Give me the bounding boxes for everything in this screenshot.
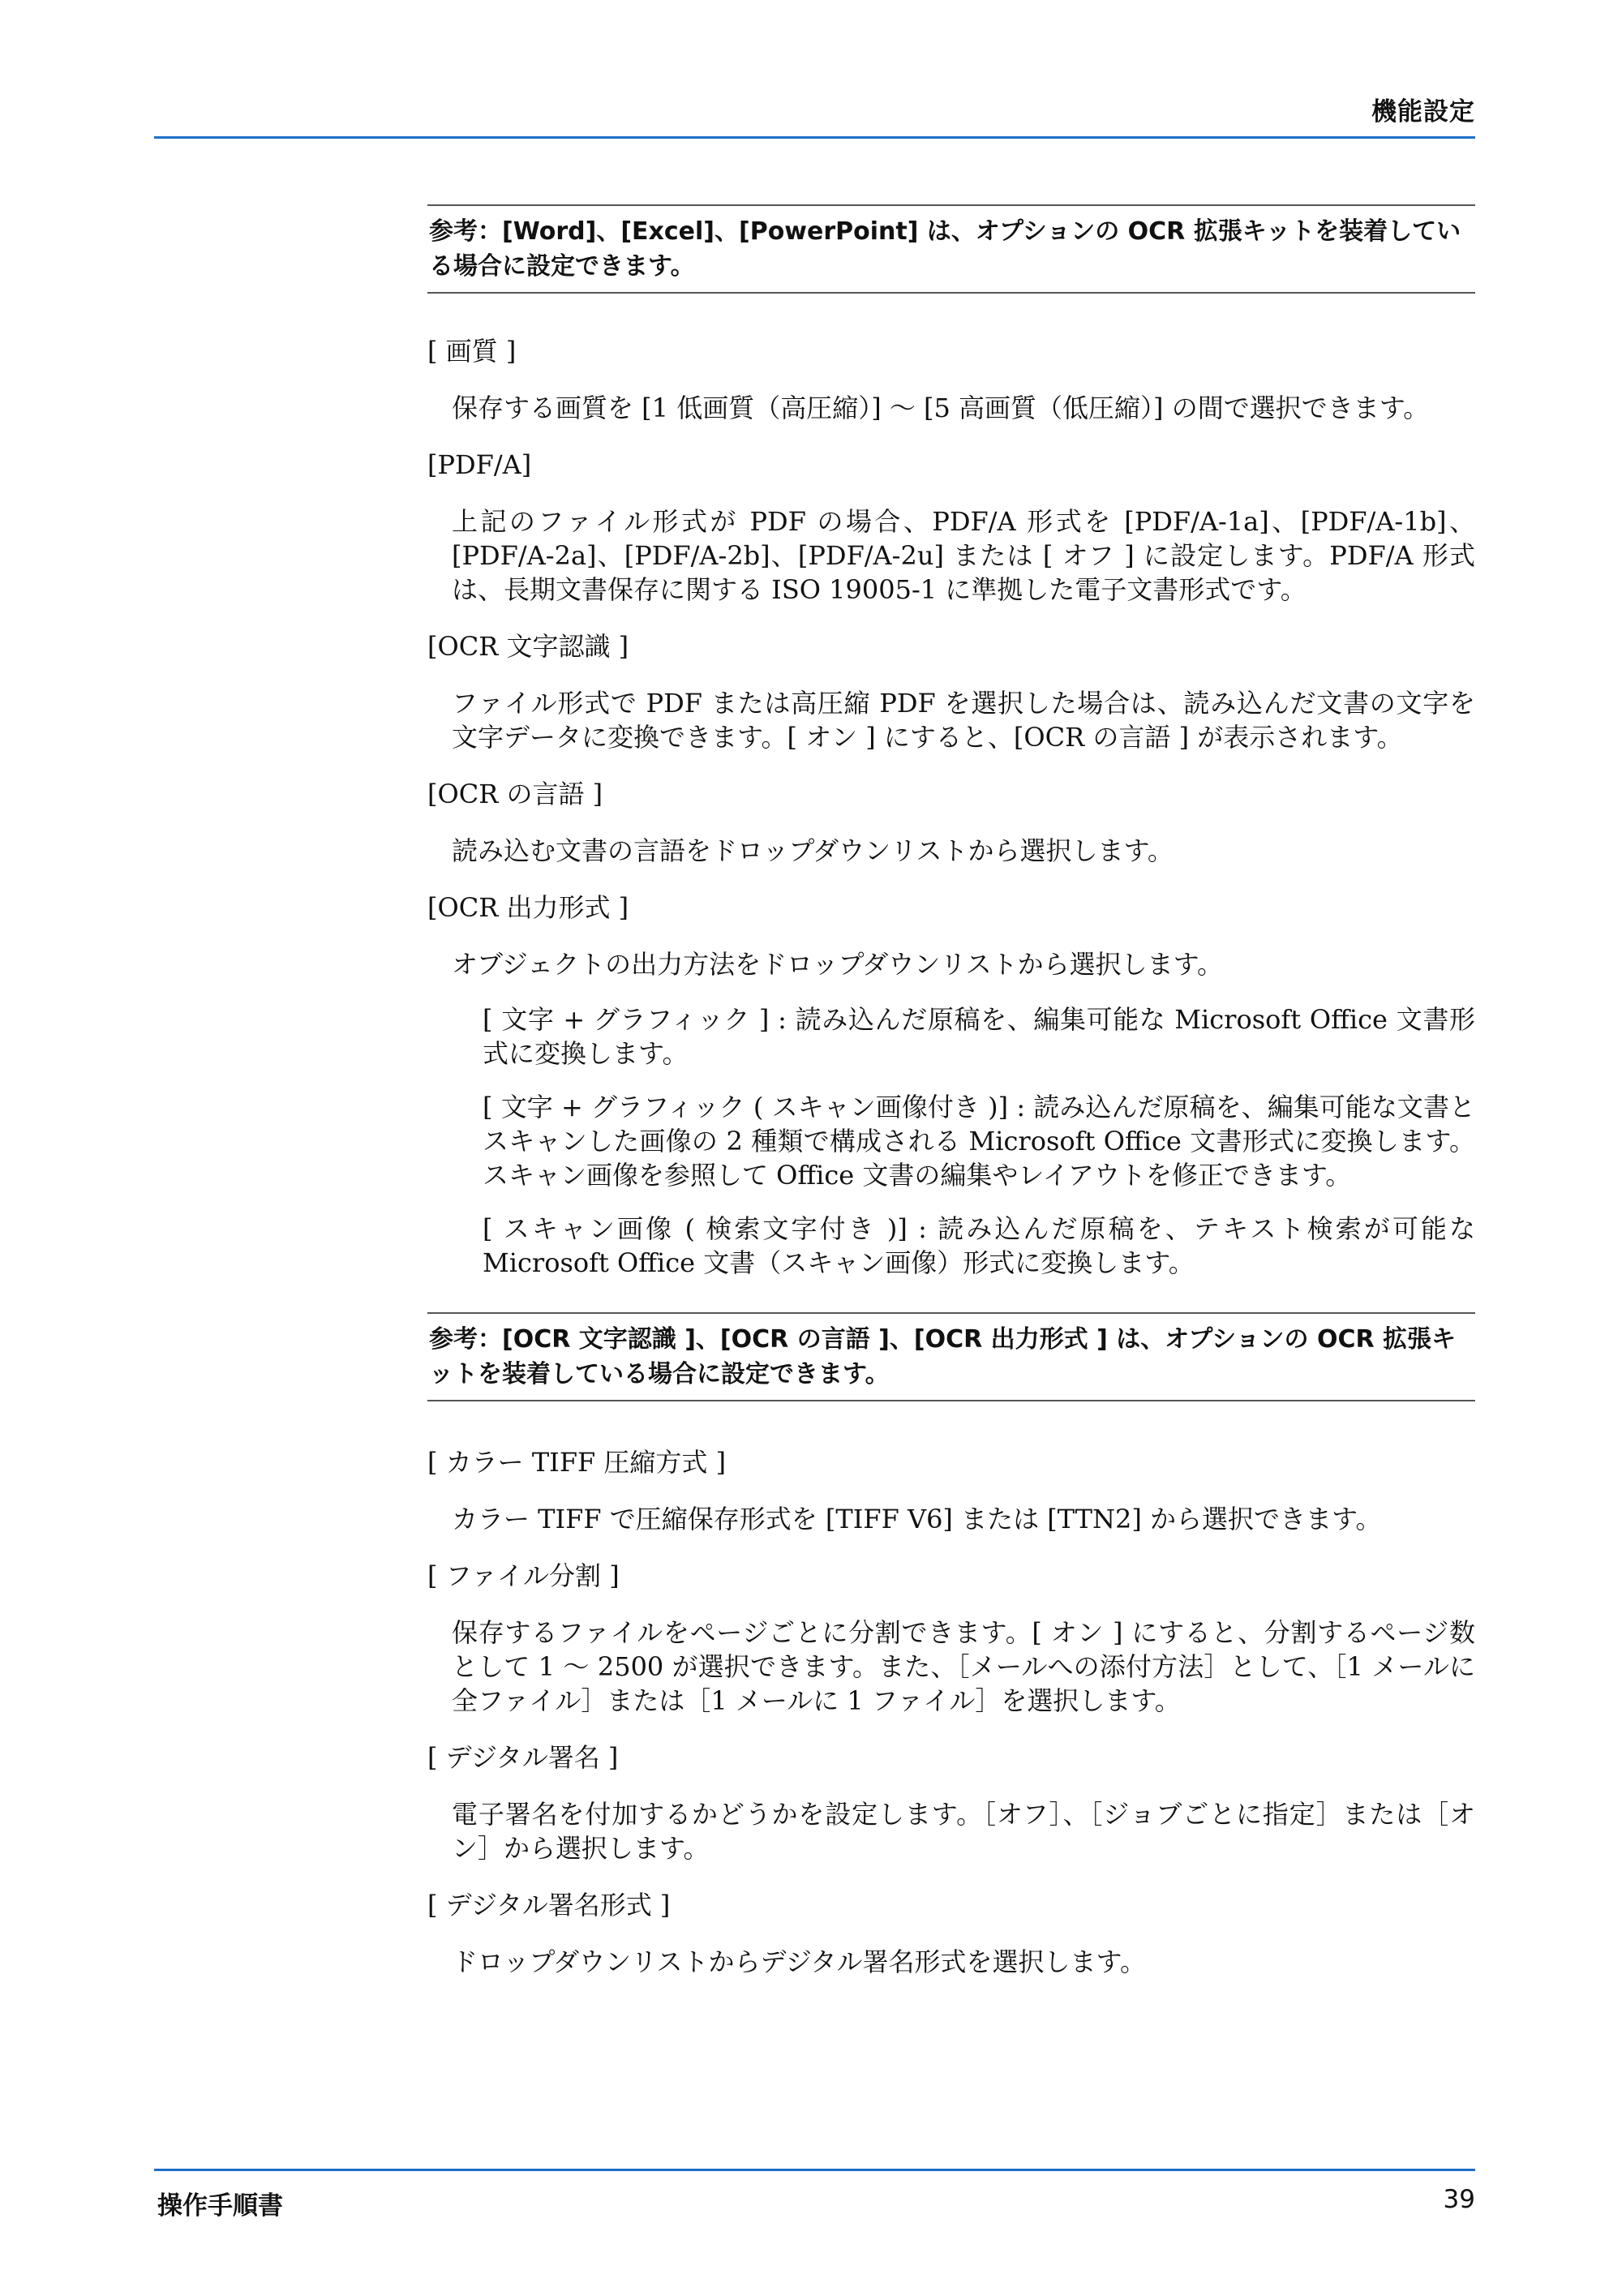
note-box-ocr-kit: 参考：[OCR 文字認識 ]、[OCR の言語 ]、[OCR 出力形式 ] は、オプションの OCR 拡張キットを装着している場合に設定できます。 <box>427 1312 1475 1401</box>
desc-color-tiff-compression: カラー TIFF で圧縮保存形式を [TIFF V6] または [TTN2] から選択できます。 <box>452 1504 1382 1534</box>
ocr-option-text-graphics-with-image: [ 文字 + グラフィック ( スキャン画像付き )] : 読み込んだ原稿を、編集可能な文書とスキャンした画像の 2 種類で構成される Microsoft Office 文書形式に変換します。スキャン画像を参照して Office 文書の編集やレイアウトを修正できます。 <box>483 1092 1475 1191</box>
footer-divider <box>154 2169 1475 2171</box>
term-image-quality: [ 画質 ] <box>427 336 517 367</box>
ocr-option-scan-image-searchable: [ スキャン画像 ( 検索文字付き )] : 読み込んだ原稿を、テキスト検索が可能な Microsoft Office 文書（スキャン画像）形式に変換します。 <box>483 1213 1475 1278</box>
desc-ocr-recognition: ファイル形式で PDF または高圧縮 PDF を選択した場合は、読み込んだ文書の文字を文字データに変換できます。[ オン ] にすると、[OCR の言語 ] が表示されます。 <box>452 688 1475 753</box>
header-divider <box>154 136 1475 139</box>
main-content <box>427 204 1475 2000</box>
page-header-title: 機能設定 <box>1371 97 1475 127</box>
term-file-split: [ ファイル分割 ] <box>427 1560 620 1591</box>
ocr-option-text-graphics: [ 文字 + グラフィック ] : 読み込んだ原稿を、編集可能な Microsoft Office 文書形式に変換します。 <box>483 1004 1475 1069</box>
term-digital-signature: [ デジタル署名 ] <box>427 1742 619 1773</box>
footer-manual-title: 操作手順書 <box>157 2191 283 2221</box>
desc-file-split: 保存するファイルをページごとに分割できます。[ オン ] にすると、分割するページ数として 1 ～ 2500 が選択できます。また、［メールへの添付方法］として、［1 メールに全ファイル］または［1 メールに 1 ファイル］を選択します。 <box>452 1617 1475 1716</box>
term-ocr-language: [OCR の言語 ] <box>427 779 603 809</box>
term-ocr-recognition: [OCR 文字認識 ] <box>427 631 629 662</box>
term-digital-signature-format: [ デジタル署名形式 ] <box>427 1890 671 1920</box>
note-box-office-formats: 参考：[Word]、[Excel]、[PowerPoint] は、オプションの OCR 拡張キットを装着している場合に設定できます。 <box>427 204 1475 294</box>
desc-ocr-output-format: オブジェクトの出力方法をドロップダウンリストから選択します。 <box>452 949 1224 980</box>
desc-digital-signature-format: ドロップダウンリストからデジタル署名形式を選択します。 <box>452 1946 1147 1977</box>
page-number: 39 <box>1443 2185 1475 2214</box>
desc-pdfa: 上記のファイル形式が PDF の場合、PDF/A 形式を [PDF/A-1a]、[PDF/A-1b]、[PDF/A-2a]、[PDF/A-2b]、[PDF/A-2u] または [ オフ ] に設定します。PDF/A 形式は、長期文書保存に関する ISO 19005-1 に準拠した電子文書形式です。 <box>452 506 1475 605</box>
term-ocr-output-format: [OCR 出力形式 ] <box>427 892 629 923</box>
desc-ocr-language: 読み込む文書の言語をドロップダウンリストから選択します。 <box>452 835 1174 866</box>
desc-digital-signature: 電子署名を付加するかどうかを設定します。［オフ］、［ジョブごとに指定］または［オン］から選択します。 <box>452 1799 1475 1864</box>
term-pdfa: [PDF/A] <box>427 449 532 480</box>
desc-image-quality: 保存する画質を [1 低画質（高圧縮）] ～ [5 高画質（低圧縮）] の間で選択できます。 <box>452 393 1430 423</box>
term-color-tiff-compression: [ カラー TIFF 圧縮方式 ] <box>427 1447 727 1478</box>
